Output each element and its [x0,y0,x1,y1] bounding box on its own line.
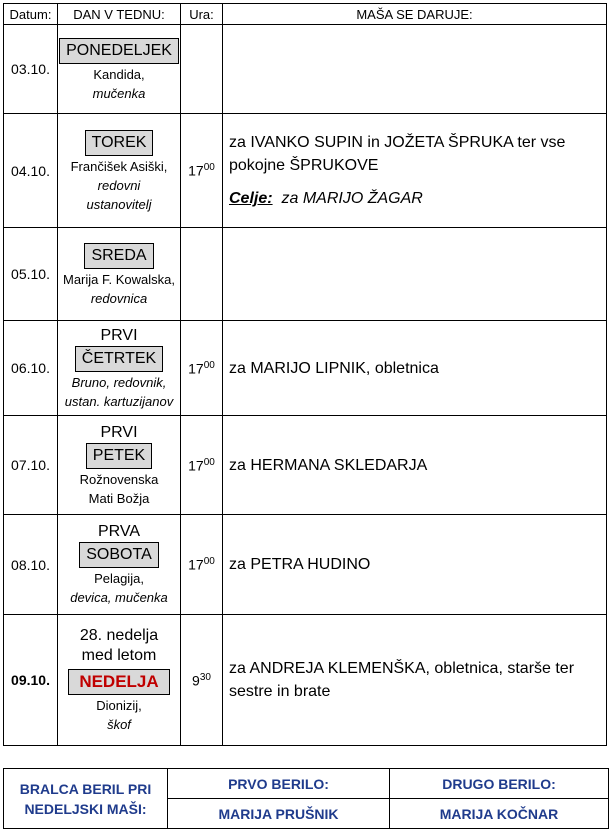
saint-name: Pelagija, [94,571,144,586]
time-cell: $9^{30}$ [181,615,223,746]
header-date: Datum: [4,4,58,25]
first-reading-label: PRVO BERILO: [168,769,390,799]
saint-title: Mati Božja [88,490,150,506]
time-cell [181,25,223,114]
day-cell [58,114,181,228]
time-cell: $17^{00}$ [181,321,223,416]
date-cell: 04.10. [4,114,58,228]
day-prefix: PRVI [100,423,138,441]
header-mass: MAŠA SE DARUJE: [223,4,607,25]
day-cell [58,515,181,615]
header-time: Ura: [181,4,223,25]
day-name: SREDA [84,243,153,269]
intention-text: za PETRA HUDINO [229,556,371,573]
day-row [4,515,607,615]
date-cell: 09.10. [4,615,58,746]
day-name: TOREK [85,130,154,156]
day-row [4,114,607,228]
date-cell: 08.10. [4,515,58,615]
header-day: DAN V TEDNU: [58,4,181,25]
intention-cell [223,416,607,515]
intention-text: za HERMANA SKLEDARJA [229,456,428,474]
day-name: ČETRTEK [75,346,163,372]
header-row [4,4,607,25]
second-reading-label: DRUGO BERILO: [390,769,609,799]
day-prefix: PRVA [97,523,141,540]
saint-title: ustan. kartuzijanov [64,393,174,409]
saint-title: mučenka [92,86,146,101]
date-cell: 05.10. [4,228,58,321]
intention-cell [223,615,607,746]
intention-text: za IVANKO SUPIN in JOŽETA ŠPRUKA ter vse pokojne ŠPRUKOVE [229,134,566,174]
intention-text: za MARIJO LIPNIK, obletnica [229,359,439,377]
time-cell: $17^{00}$ [181,416,223,515]
saint-name: Rožnovenska [79,471,159,487]
day-row [4,615,607,746]
intention-text: za ANDREJA KLEMENŠKA, obletnica, starše ter sestre in brate [229,660,575,700]
readers-title: BRALCA BERIL PRI NEDELJSKI MAŠI: [4,769,168,829]
celje-intention: Celje: za MARIJO ŽAGAR [229,190,423,207]
time-cell [181,228,223,321]
day-cell [58,615,181,746]
first-reading-name: MARIJA PRUŠNIK [168,799,390,829]
saint-title: škof [107,717,131,732]
date-cell: 06.10. [4,321,58,416]
time-cell: $17^{00}$ [181,114,223,228]
intention-cell [223,228,607,321]
saint-name: Kandida, [93,67,145,82]
saint-name: Dionizij, [96,698,142,713]
saint-title: redovni [97,178,141,193]
saint-name: Bruno, redovnik, [71,374,167,390]
saint-title-2: ustanovitelj [86,197,152,212]
day-name: NEDELJA [68,669,169,695]
day-name: PONEDELJEK [59,38,179,64]
day-row [4,416,607,515]
time-cell: $17^{00}$ [181,515,223,615]
date-cell: 03.10. [4,25,58,114]
readers-table [3,768,609,829]
saint-title: devica, mučenka [70,590,168,605]
day-cell [58,228,181,321]
intention-cell [223,25,607,114]
saint-name: Marija F. Kowalska, [63,272,175,287]
celje-label: Celje: [229,190,273,207]
day-name: PETEK [86,443,152,469]
day-cell [58,321,181,416]
intention-cell [223,114,607,228]
mass-schedule-table [3,3,607,746]
date-cell: 07.10. [4,416,58,515]
saint-name: Frančišek Asiški, [70,159,168,174]
day-name: SOBOTA [79,542,159,568]
day-cell [58,25,181,114]
day-prefix: PRVI [100,326,138,344]
day-row [4,25,607,114]
day-row [4,228,607,321]
day-row [4,321,607,416]
intention-cell [223,515,607,615]
second-reading-name: MARIJA KOČNAR [390,799,609,829]
intention-cell [223,321,607,416]
day-cell [58,416,181,515]
day-prefix: 28. nedelja med letom [79,627,159,664]
saint-title: redovnica [90,291,148,306]
